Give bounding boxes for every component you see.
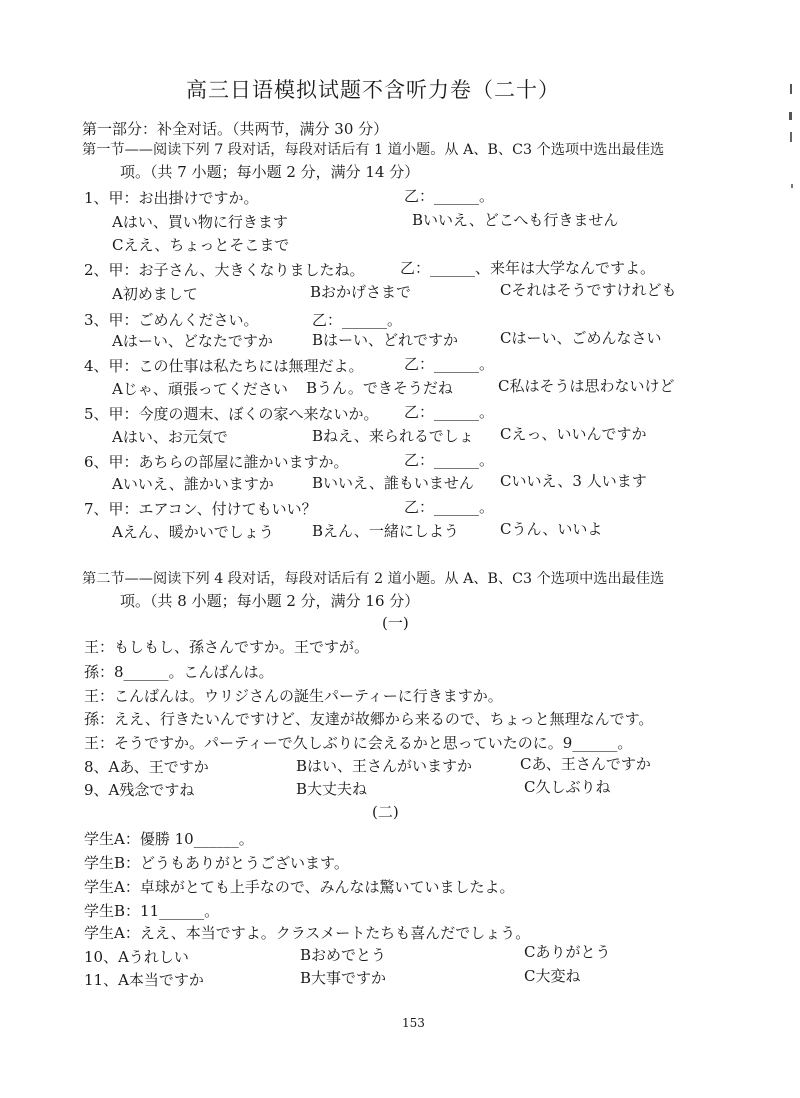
q10-option-b: Bおめでとう: [300, 946, 387, 964]
q5-reply: 乙：______。: [404, 403, 495, 421]
q1-option-a: Aはい、買い物に行きます: [112, 213, 288, 231]
part1-heading: 第一部分：补全对话。（共两节，满分 30 分）: [82, 120, 389, 138]
dialog1-line: 王：そうですか。パーティーで久しぶりに会えるかと思っていたのに。9______。: [84, 734, 633, 752]
dialog1-line: 王：こんばんは。ウリジさんの誕生パーティーに行きますか。: [84, 687, 503, 705]
q8-option-c: Cあ、王さんですか: [520, 755, 651, 773]
dialog1-line: 孫：8______。こんばんは。: [84, 663, 274, 681]
q11-option-a: 11、A本当ですか: [84, 971, 204, 989]
q1-option-b: Bいいえ、どこへも行きません: [412, 211, 619, 229]
q8-option-b: Bはい、王さんがいますか: [296, 757, 473, 775]
q8-option-a: 8、Aあ、王ですか: [84, 758, 209, 776]
dialog2-line: 学生A：卓球がとても上手なので、みんなは驚いていましたよ。: [84, 878, 515, 896]
q4-option-a: Aじゃ、頑張ってください: [112, 380, 288, 398]
q5-prompt: 5、甲：今度の週末、ぼくの家へ来ないか。: [84, 405, 379, 423]
q2-option-a: A初めまして: [112, 285, 198, 303]
q7-option-b: Bえん、一緒にしよう: [312, 522, 459, 540]
q1-option-c: Cええ、ちょっとそこまで: [112, 236, 290, 254]
q4-option-c: C私はそうは思わないけど: [498, 377, 675, 395]
q9-option-c: C久しぶりね: [524, 778, 611, 796]
section1-instruction-line2: 项。（共 7 小题；每小题 2 分，满分 14 分）: [120, 163, 420, 181]
q1-reply: 乙：______。: [404, 187, 495, 205]
q11-option-c: C大変ね: [524, 967, 581, 985]
dialog1-label: (一): [382, 614, 409, 632]
q9-option-b: B大丈夫ね: [296, 780, 368, 798]
q4-option-b: Bうん。できそうだね: [306, 379, 453, 397]
q5-option-a: Aはい、お元気で: [112, 428, 228, 446]
q4-prompt: 4、甲：この仕事は私たちには無理だよ。: [84, 357, 364, 375]
q6-prompt: 6、甲：あちらの部屋に誰かいますか。: [84, 453, 349, 471]
q7-option-a: Aえん、暖かいでしょう: [112, 523, 274, 541]
dialog2-line: 学生A：ええ、本当ですよ。クラスメートたちも喜んだでしょう。: [84, 924, 531, 942]
q3-reply: 乙：______。: [312, 311, 403, 329]
q5-option-b: Bねえ、来られるでしょ: [312, 427, 474, 445]
q6-option-b: Bいいえ、誰もいません: [312, 474, 474, 492]
q4-reply: 乙：______。: [404, 355, 495, 373]
q6-reply: 乙：______。: [404, 451, 495, 469]
q3-prompt: 3、甲：ごめんください。: [84, 311, 259, 329]
page-number: 153: [402, 1016, 425, 1030]
document-title: 高三日语模拟试题不含听力卷（二十）: [186, 78, 560, 102]
dialog2-line: 学生A：優勝 10______。: [84, 830, 254, 848]
dialog2-line: 学生B：11______。: [84, 902, 220, 920]
q1-prompt: 1、甲：お出掛けですか。: [84, 189, 259, 207]
dialog1-line: 孫：ええ、行きたいんですけど、友達が故郷から来るので、ちょっと無理なんです。: [84, 710, 654, 728]
section2-instruction-line1: 第二节——阅读下列 4 段对话，每段对话后有 2 道小题。从 A、B、C3 个选项中选出最佳选: [82, 571, 665, 587]
q9-option-a: 9、A残念ですね: [84, 781, 195, 799]
q2-option-b: Bおかげさまで: [310, 283, 412, 301]
scan-edge-marks: [786, 0, 800, 1098]
q2-option-c: Cそれはそうですけれども: [500, 281, 677, 299]
dialog1-line: 王：もしもし、孫さんですか。王ですが。: [84, 638, 370, 656]
q7-reply: 乙：______。: [404, 498, 495, 516]
q11-option-b: B大事ですか: [300, 969, 387, 987]
section2-instruction-line2: 项。（共 8 小题；每小题 2 分，满分 16 分）: [120, 592, 420, 610]
q2-prompt: 2、甲：お子さん、大きくなりましたね。: [84, 261, 365, 279]
q10-option-a: 10、Aうれしい: [84, 948, 189, 966]
q7-option-c: Cうん、いいよ: [500, 520, 603, 538]
q2-reply: 乙：______、来年は大学なんですよ。: [400, 259, 656, 277]
q3-option-a: Aはーい、どなたですか: [112, 332, 273, 350]
q10-option-c: Cありがとう: [524, 943, 611, 961]
q5-option-c: Cえっ、いいんですか: [500, 425, 647, 443]
dialog2-label: (二): [372, 803, 399, 821]
section1-instruction-line1: 第一节——阅读下列 7 段对话，每段对话后有 1 道小题。从 A、B、C3 个选项中选出最佳选: [82, 142, 665, 158]
dialog2-line: 学生B：どうもありがとうございます。: [84, 854, 349, 872]
q3-option-c: Cはーい、ごめんなさい: [500, 329, 662, 347]
q6-option-c: Cいいえ、3 人います: [500, 472, 647, 490]
q3-option-b: Bはーい、どれですか: [312, 331, 459, 349]
q6-option-a: Aいいえ、誰かいますか: [112, 475, 274, 493]
q7-prompt: 7、甲：エアコン、付けてもいい？: [84, 500, 317, 518]
